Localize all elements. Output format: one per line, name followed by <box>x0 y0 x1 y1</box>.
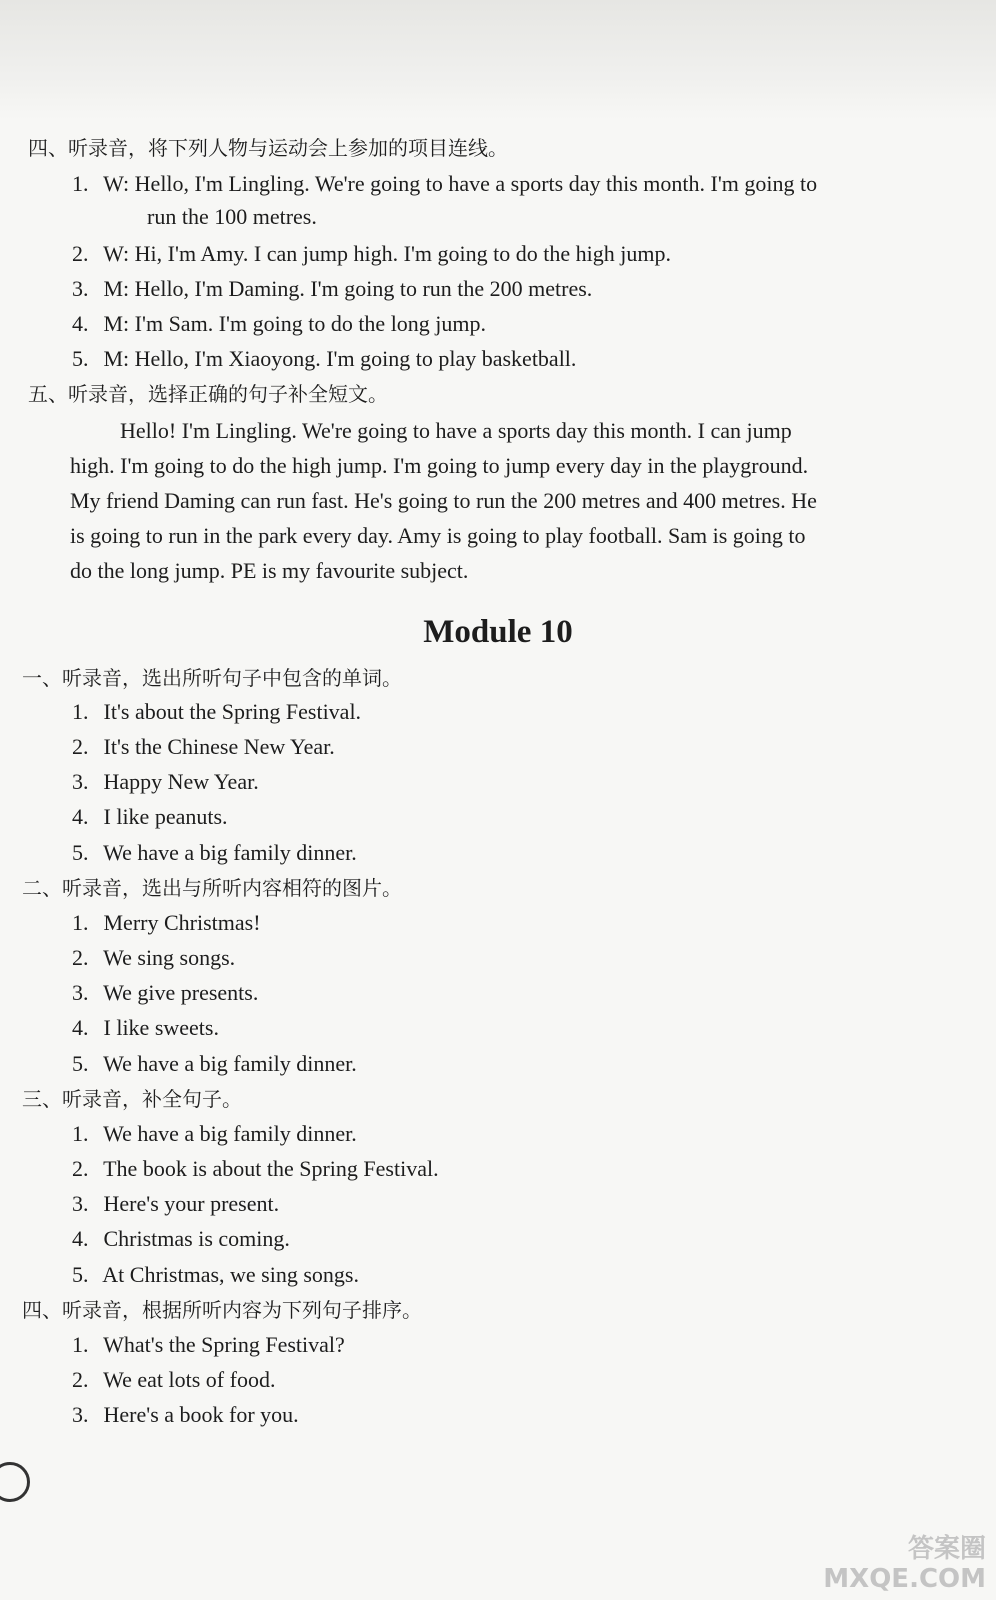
scan-top-shading <box>0 0 996 120</box>
list-item <box>72 1155 439 1183</box>
item-text: Here's your present. <box>103 1191 280 1216</box>
item-text: M: Hello, I'm Daming. I'm going to run the 200 metres. <box>103 276 593 301</box>
list-item <box>72 1366 275 1394</box>
list-item <box>72 240 671 268</box>
item-text: W: Hi, I'm Amy. I can jump high. I'm going to do the high jump. <box>103 241 671 266</box>
section-heading: 四、听录音，根据所听内容为下列句子排序。 <box>22 1298 422 1322</box>
list-item <box>72 1190 279 1218</box>
item-number: 2. <box>72 734 89 759</box>
list-item <box>72 698 361 726</box>
item-number: 2. <box>72 241 89 266</box>
item-text: Christmas is coming. <box>103 1226 290 1251</box>
list-item <box>72 733 335 761</box>
item-number: 5. <box>72 1051 89 1076</box>
item-number: 5. <box>72 1262 89 1287</box>
item-text: Here's a book for you. <box>103 1402 299 1427</box>
item-number: 4. <box>72 804 89 829</box>
item-text: I like peanuts. <box>103 804 228 829</box>
item-text: We give presents. <box>103 980 259 1005</box>
list-item <box>72 839 357 867</box>
item-number: 3. <box>72 980 89 1005</box>
list-item <box>72 310 486 338</box>
item-number: 3. <box>72 276 89 301</box>
list-item <box>72 1050 357 1078</box>
item-continuation: run the 100 metres. <box>147 204 317 229</box>
list-item <box>72 803 228 831</box>
item-number: 1. <box>72 910 89 935</box>
item-text: It's about the Spring Festival. <box>103 699 362 724</box>
list-item <box>72 1225 290 1253</box>
section-heading: 五、听录音，选择正确的句子补全短文。 <box>28 382 388 406</box>
list-item <box>72 170 817 198</box>
list-item <box>72 275 592 303</box>
paragraph-line: My friend Daming can run fast. He's going to run the 200 metres and 400 metres. He <box>70 488 817 513</box>
list-item <box>72 944 235 972</box>
section-heading: 二、听录音，选出与所听内容相符的图片。 <box>22 876 402 900</box>
item-number: 3. <box>72 1191 89 1216</box>
list-item <box>72 1401 299 1429</box>
item-text: The book is about the Spring Festival. <box>103 1156 439 1181</box>
watermark-logo: 答案圈 <box>907 1534 986 1564</box>
item-text: M: Hello, I'm Xiaoyong. I'm going to play basketball. <box>103 346 577 371</box>
paragraph-line: Hello! I'm Lingling. We're going to have a sports day this month. I can jump <box>120 418 792 443</box>
item-number: 1. <box>72 1121 89 1146</box>
item-number: 3. <box>72 769 89 794</box>
item-text: What's the Spring Festival? <box>103 1332 345 1357</box>
item-text: We eat lots of food. <box>103 1367 276 1392</box>
item-text: We sing songs. <box>103 945 236 970</box>
item-text: At Christmas, we sing songs. <box>102 1262 359 1287</box>
item-number: 1. <box>72 699 89 724</box>
item-text: We have a big family dinner. <box>103 1051 357 1076</box>
list-item <box>72 979 258 1007</box>
section-heading: 三、听录音，补全句子。 <box>22 1087 242 1111</box>
item-number: 4. <box>72 1015 89 1040</box>
item-number: 5. <box>72 840 89 865</box>
item-number: 4. <box>72 1226 89 1251</box>
module-title: Module 10 <box>423 614 573 650</box>
paragraph-line: high. I'm going to do the high jump. I'm going to jump every day in the playground. <box>70 453 809 478</box>
paragraph-line: do the long jump. PE is my favourite subject. <box>70 558 469 583</box>
item-text: It's the Chinese New Year. <box>103 734 335 759</box>
watermark-url: MXQE.COM <box>823 1564 986 1594</box>
item-text: We have a big family dinner. <box>103 1121 357 1146</box>
item-number: 2. <box>72 945 89 970</box>
item-text: M: I'm Sam. I'm going to do the long jump. <box>103 311 487 336</box>
item-number: 5. <box>72 346 89 371</box>
item-text: We have a big family dinner. <box>103 840 357 865</box>
item-number: 1. <box>72 171 89 196</box>
item-number: 2. <box>72 1156 89 1181</box>
list-item <box>72 345 576 373</box>
item-text: W: Hello, I'm Lingling. We're going to have a sports day this month. I'm going to <box>103 171 818 196</box>
section-heading: 一、听录音，选出所听句子中包含的单词。 <box>22 666 402 690</box>
list-item <box>72 1014 219 1042</box>
list-item <box>72 768 259 796</box>
list-item <box>72 1120 357 1148</box>
item-number: 2. <box>72 1367 89 1392</box>
list-item <box>72 909 261 937</box>
list-item <box>72 1261 359 1289</box>
item-text: I like sweets. <box>103 1015 219 1040</box>
item-text: Merry Christmas! <box>103 910 261 935</box>
page-corner-ornament <box>0 1462 30 1502</box>
section-heading: 四、听录音，将下列人物与运动会上参加的项目连线。 <box>28 136 508 160</box>
item-number: 1. <box>72 1332 89 1357</box>
item-number: 4. <box>72 311 89 336</box>
watermark <box>823 1534 986 1594</box>
paragraph-line: is going to run in the park every day. Amy is going to play football. Sam is going to <box>70 523 806 548</box>
item-text: Happy New Year. <box>103 769 259 794</box>
list-item <box>72 1331 345 1359</box>
item-number: 3. <box>72 1402 89 1427</box>
